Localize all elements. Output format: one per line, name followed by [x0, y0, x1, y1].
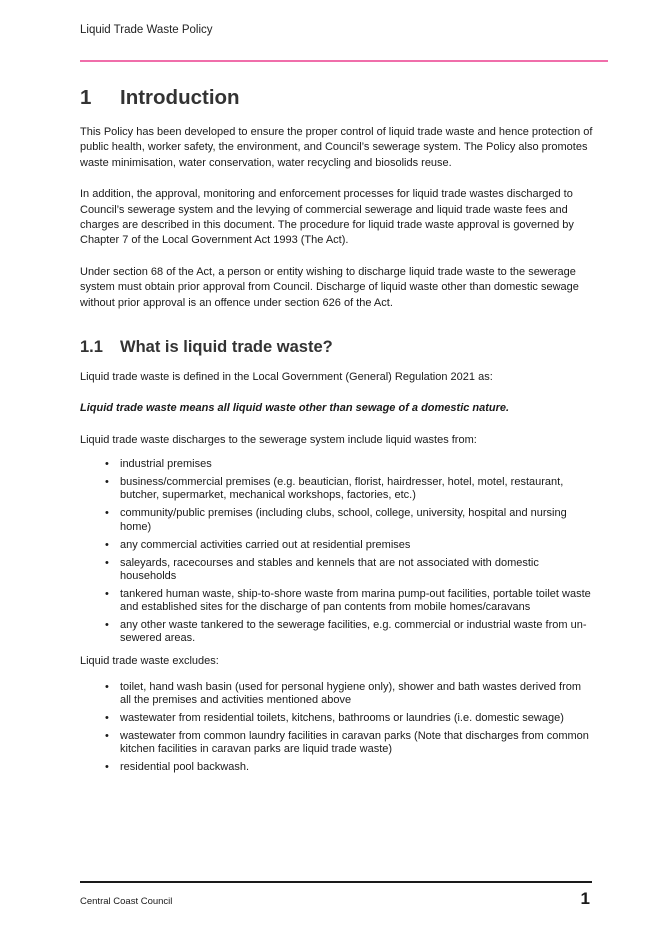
subsection-heading [80, 338, 595, 357]
section-heading [80, 86, 595, 110]
page-body [80, 86, 595, 783]
definition-statement: Liquid trade waste means all liquid waste other than sewage of a domestic nature. [80, 402, 510, 415]
list-item: • tankered human waste, ship-to-shore waste from marina pump-out facilities, portable toilet waste and established sites for the discharge of pan contents from mobile homes/caravans [120, 588, 595, 614]
paragraph: Liquid trade waste discharges to the sewerage system include liquid wastes from: [80, 433, 477, 446]
includes-list [80, 458, 595, 645]
list-item: • any other waste tankered to the sewerage facilities, e.g. commercial or industrial waste from un-sewered areas. [120, 619, 595, 645]
running-header: Liquid Trade Waste Policy [80, 24, 213, 36]
list-item: • toilet, hand wash basin (used for personal hygiene only), shower and bath wastes derived from all the premises and activities mentioned above [120, 681, 595, 707]
paragraph: In addition, the approval, monitoring and enforcement processes for liquid trade wastes discharged to Council’s sewerage system and the levying of commercial sewerage and liquid trade waste fees and charges are described in this document. The procedure for liquid trade waste approval is governed by Chapter 7 of the Local Government Act 1993 (The Act). [80, 188, 574, 247]
subsection-title: What is liquid trade waste? [120, 338, 333, 357]
list-item: • residential pool backwash. [120, 761, 595, 774]
footer-organisation: Central Coast Council [80, 896, 173, 907]
footer-divider [80, 881, 592, 883]
header-divider [80, 60, 608, 62]
paragraph: This Policy has been developed to ensure the proper control of liquid trade waste and hence protection of public health, worker safety, the environment, and Council’s sewerage system. The Policy also promotes waste minimisation, water conservation, water recycling and biosolids reuse. [80, 126, 593, 169]
page-number: 1 [580, 889, 590, 908]
list-item: • any commercial activities carried out at residential premises [120, 539, 595, 552]
list-item: • saleyards, racecourses and stables and kennels that are not associated with domestic households [120, 557, 595, 583]
list-item: • wastewater from residential toilets, kitchens, bathrooms or laundries (i.e. domestic sewage) [120, 712, 595, 725]
paragraph: Under section 68 of the Act, a person or entity wishing to discharge liquid trade waste to the sewerage system must obtain prior approval from Council. Discharge of liquid waste other than domestic sewage without prior approval is an offence under section 626 of the Act. [80, 265, 579, 309]
section-title: Introduction [120, 86, 240, 109]
list-item: • industrial premises [120, 458, 595, 471]
paragraph: Liquid trade waste excludes: [80, 654, 219, 667]
list-item: • business/commercial premises (e.g. beautician, florist, hairdresser, hotel, motel, restaurant, butcher, supermarket, mechanical workshops, factories, etc.) [120, 476, 595, 502]
excludes-list [80, 681, 595, 775]
paragraph: Liquid trade waste is defined in the Local Government (General) Regulation 2021 as: [80, 371, 493, 384]
subsection-number: 1.1 [80, 338, 103, 357]
list-item: • wastewater from common laundry facilities in caravan parks (Note that discharges from common kitchen facilities in caravan parks are liquid trade waste) [120, 730, 595, 756]
list-item: • community/public premises (including clubs, school, college, university, hospital and nursing home) [120, 507, 595, 533]
section-number: 1 [80, 86, 92, 109]
